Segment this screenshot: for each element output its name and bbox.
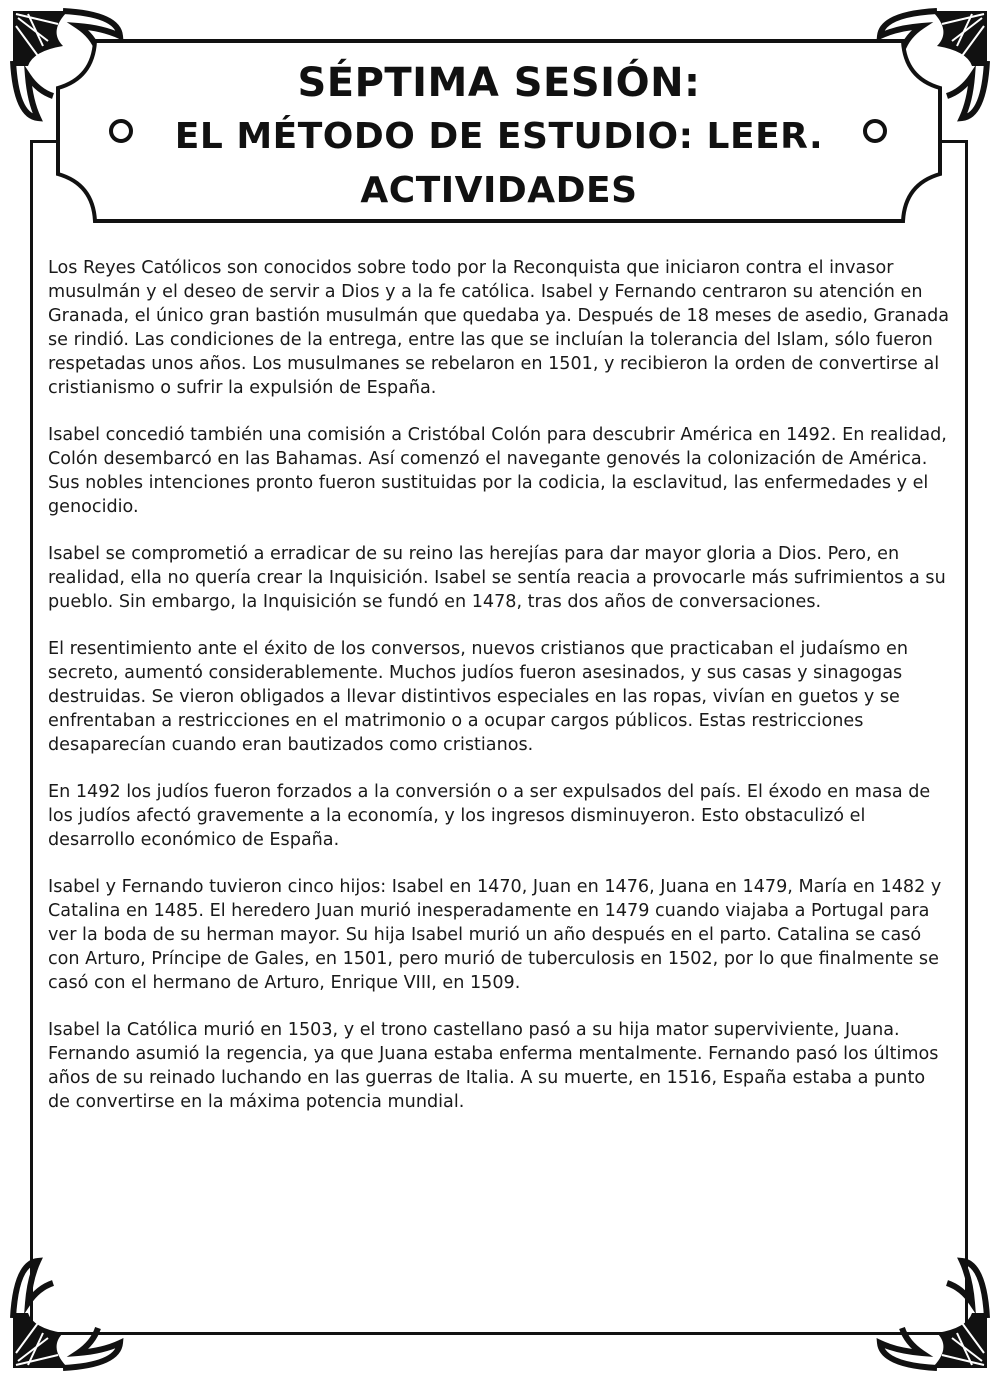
title-line-2: EL MÉTODO DE ESTUDIO: LEER. — [174, 116, 824, 157]
paragraph-reconquista: Los Reyes Católicos son conocidos sobre todo por la Reconquista que iniciaron contra el invasor musulmán y el deseo de servir a Dios y a la fe católica. Isabel y Fernando centraron su atención en Granada, el único gran bastión musulmán que quedaba ya. Después de 18 meses de asedio, Granada se rindió. Las condiciones de la entrega, entre las que se incluían la tolerancia del Islam, sólo fueron respetadas unos años. Los musulmanes se rebelaron en 1501, y recibieron la orden de convertirse al cristianismo o sufrir la expulsión de España. — [48, 258, 950, 398]
paragraph-expulsion: En 1492 los judíos fueron forzados a la conversión o a ser expulsados del país. El éxodo en masa de los judíos afectó gravemente a la economía, y los ingresos disminuyeron. Esto obstaculizó el desarrollo económico de España. — [48, 782, 931, 850]
reading-text — [48, 256, 952, 1137]
title-line-1: SÉPTIMA SESIÓN: — [297, 60, 701, 106]
corner-ornament-bottom-right — [872, 1253, 992, 1373]
banner-left-circle-icon — [111, 121, 131, 141]
paragraph-colon: Isabel concedió también una comisión a Cristóbal Colón para descubrir América en 1492. En realidad, Colón desembarcó en las Bahamas. Así comenzó el navegante genovés la colonización de América. Sus nobles intenciones pronto fueron sustituidas por la codicia, la esclavitud, las enfermedades y el genocidio. — [48, 425, 947, 517]
title-banner — [55, 38, 943, 224]
paragraph-inquisicion: Isabel se comprometió a erradicar de su reino las herejías para dar mayor gloria a Dios. Pero, en realidad, ella no quería crear la Inquisición. Isabel se sentía reacia a provocarle más sufrimientos a su pueblo. Sin embargo, la Inquisición se fundó en 1478, tras dos años de conversaciones. — [48, 544, 946, 612]
page-title — [155, 56, 843, 218]
corner-ornament-bottom-left — [8, 1253, 128, 1373]
paragraph-hijos: Isabel y Fernando tuvieron cinco hijos: Isabel en 1470, Juan en 1476, Juana en 1479, María en 1482 y Catalina en 1485. El heredero Juan murió inesperadamente en 1479 cuando viajaba a Portugal para ver la boda de su herman mayor. Su hija Isabel murió un año después en el parto. Catalina se casó con Arturo, Príncipe de Gales, en 1501, pero murió de tuberculosis en 1502, por lo que finalmente se casó con el hermano de Arturo, Enrique VIII, en 1509. — [48, 877, 942, 993]
paragraph-conversos: El resentimiento ante el éxito de los conversos, nuevos cristianos que practicaban el judaísmo en secreto, aumentó considerablemente. Muchos judíos fueron asesinados, y sus casas y sinagogas destruidas. Se vieron obligados a llevar distintivos especiales en las ropas, vivían en guetos y se enfrentaban a restricciones en el matrimonio o a ocupar cargos públicos. Estas restricciones desaparecían cuando eran bautizados como cristianos. — [48, 639, 909, 755]
banner-right-circle-icon — [865, 121, 885, 141]
title-line-3: ACTIVIDADES — [360, 170, 638, 211]
paragraph-muerte: Isabel la Católica murió en 1503, y el trono castellano pasó a su hija mator superviviente, Juana. Fernando asumió la regencia, ya que Juana estaba enferma mentalmente. Fernando pasó los últimos años de su reinado luchando en las guerras de Italia. A su muerte, en 1516, España estaba a punto de convertirse en la máxima potencia mundial. — [48, 1020, 939, 1112]
